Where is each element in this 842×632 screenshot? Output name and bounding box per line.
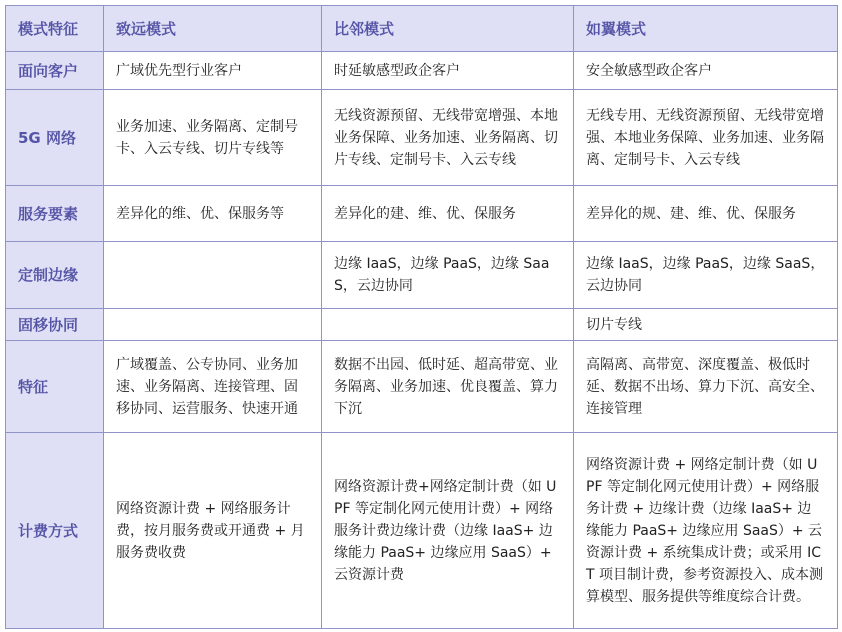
table-cell: 安全敏感型政企客户 <box>574 52 838 90</box>
row-label: 5G 网络 <box>6 90 104 186</box>
header-bilin-mode: 比邻模式 <box>322 6 574 52</box>
header-zhiyuan-mode: 致远模式 <box>104 6 322 52</box>
row-label: 定制边缘 <box>6 242 104 309</box>
table-cell: 网络资源计费 + 网络服务计费，按月服务费或开通费 + 月服务费收费 <box>104 433 322 629</box>
row-label: 服务要素 <box>6 186 104 242</box>
table-cell: 网络资源计费 + 网络定制计费（如 UPF 等定制化网元使用计费）+ 网络服务计费 + 边缘计费（边缘 IaaS+ 边缘能力 PaaS+ 边缘应用 SaaS）+ 云资源计费 + 系统集成计费；或采用 ICT 项目制计费，参考资源投入、成本测算模型、服务提供等维度综合计费。 <box>574 433 838 629</box>
header-ruyi-mode: 如翼模式 <box>574 6 838 52</box>
table-cell: 边缘 IaaS，边缘 PaaS，边缘 SaaS，云边协同 <box>574 242 838 309</box>
table-cell: 切片专线 <box>574 309 838 341</box>
table-cell: 差异化的建、维、优、保服务 <box>322 186 574 242</box>
table-cell: 广域优先型行业客户 <box>104 52 322 90</box>
header-feature: 模式特征 <box>6 6 104 52</box>
row-label: 面向客户 <box>6 52 104 90</box>
table-row <box>6 52 838 90</box>
comparison-table <box>5 5 838 629</box>
table-cell <box>322 309 574 341</box>
table-cell: 数据不出园、低时延、超高带宽、业务隔离、业务加速、优良覆盖、算力下沉 <box>322 341 574 433</box>
header-row <box>6 6 838 52</box>
table-cell: 网络资源计费+网络定制计费（如 UPF 等定制化网元使用计费）+ 网络服务计费边缘计费（边缘 IaaS+ 边缘能力 PaaS+ 边缘应用 SaaS）+ 云资源计费 <box>322 433 574 629</box>
row-label: 特征 <box>6 341 104 433</box>
row-label: 计费方式 <box>6 433 104 629</box>
table-row <box>6 433 838 629</box>
table-row <box>6 309 838 341</box>
table-cell: 无线资源预留、无线带宽增强、本地业务保障、业务加速、业务隔离、切片专线、定制号卡、入云专线 <box>322 90 574 186</box>
table-cell <box>104 309 322 341</box>
table-cell: 时延敏感型政企客户 <box>322 52 574 90</box>
table-cell <box>104 242 322 309</box>
table-cell: 广域覆盖、公专协同、业务加速、业务隔离、连接管理、固移协同、运营服务、快速开通 <box>104 341 322 433</box>
table-row <box>6 186 838 242</box>
table-cell: 业务加速、业务隔离、定制号卡、入云专线、切片专线等 <box>104 90 322 186</box>
table-row <box>6 90 838 186</box>
row-label: 固移协同 <box>6 309 104 341</box>
table-cell: 差异化的规、建、维、优、保服务 <box>574 186 838 242</box>
table-cell: 无线专用、无线资源预留、无线带宽增强、本地业务保障、业务加速、业务隔离、定制号卡、入云专线 <box>574 90 838 186</box>
table-row <box>6 341 838 433</box>
table-cell: 边缘 IaaS，边缘 PaaS，边缘 SaaS，云边协同 <box>322 242 574 309</box>
table-cell: 差异化的维、优、保服务等 <box>104 186 322 242</box>
table-cell: 高隔离、高带宽、深度覆盖、极低时延、数据不出场、算力下沉、高安全、连接管理 <box>574 341 838 433</box>
table-row <box>6 242 838 309</box>
